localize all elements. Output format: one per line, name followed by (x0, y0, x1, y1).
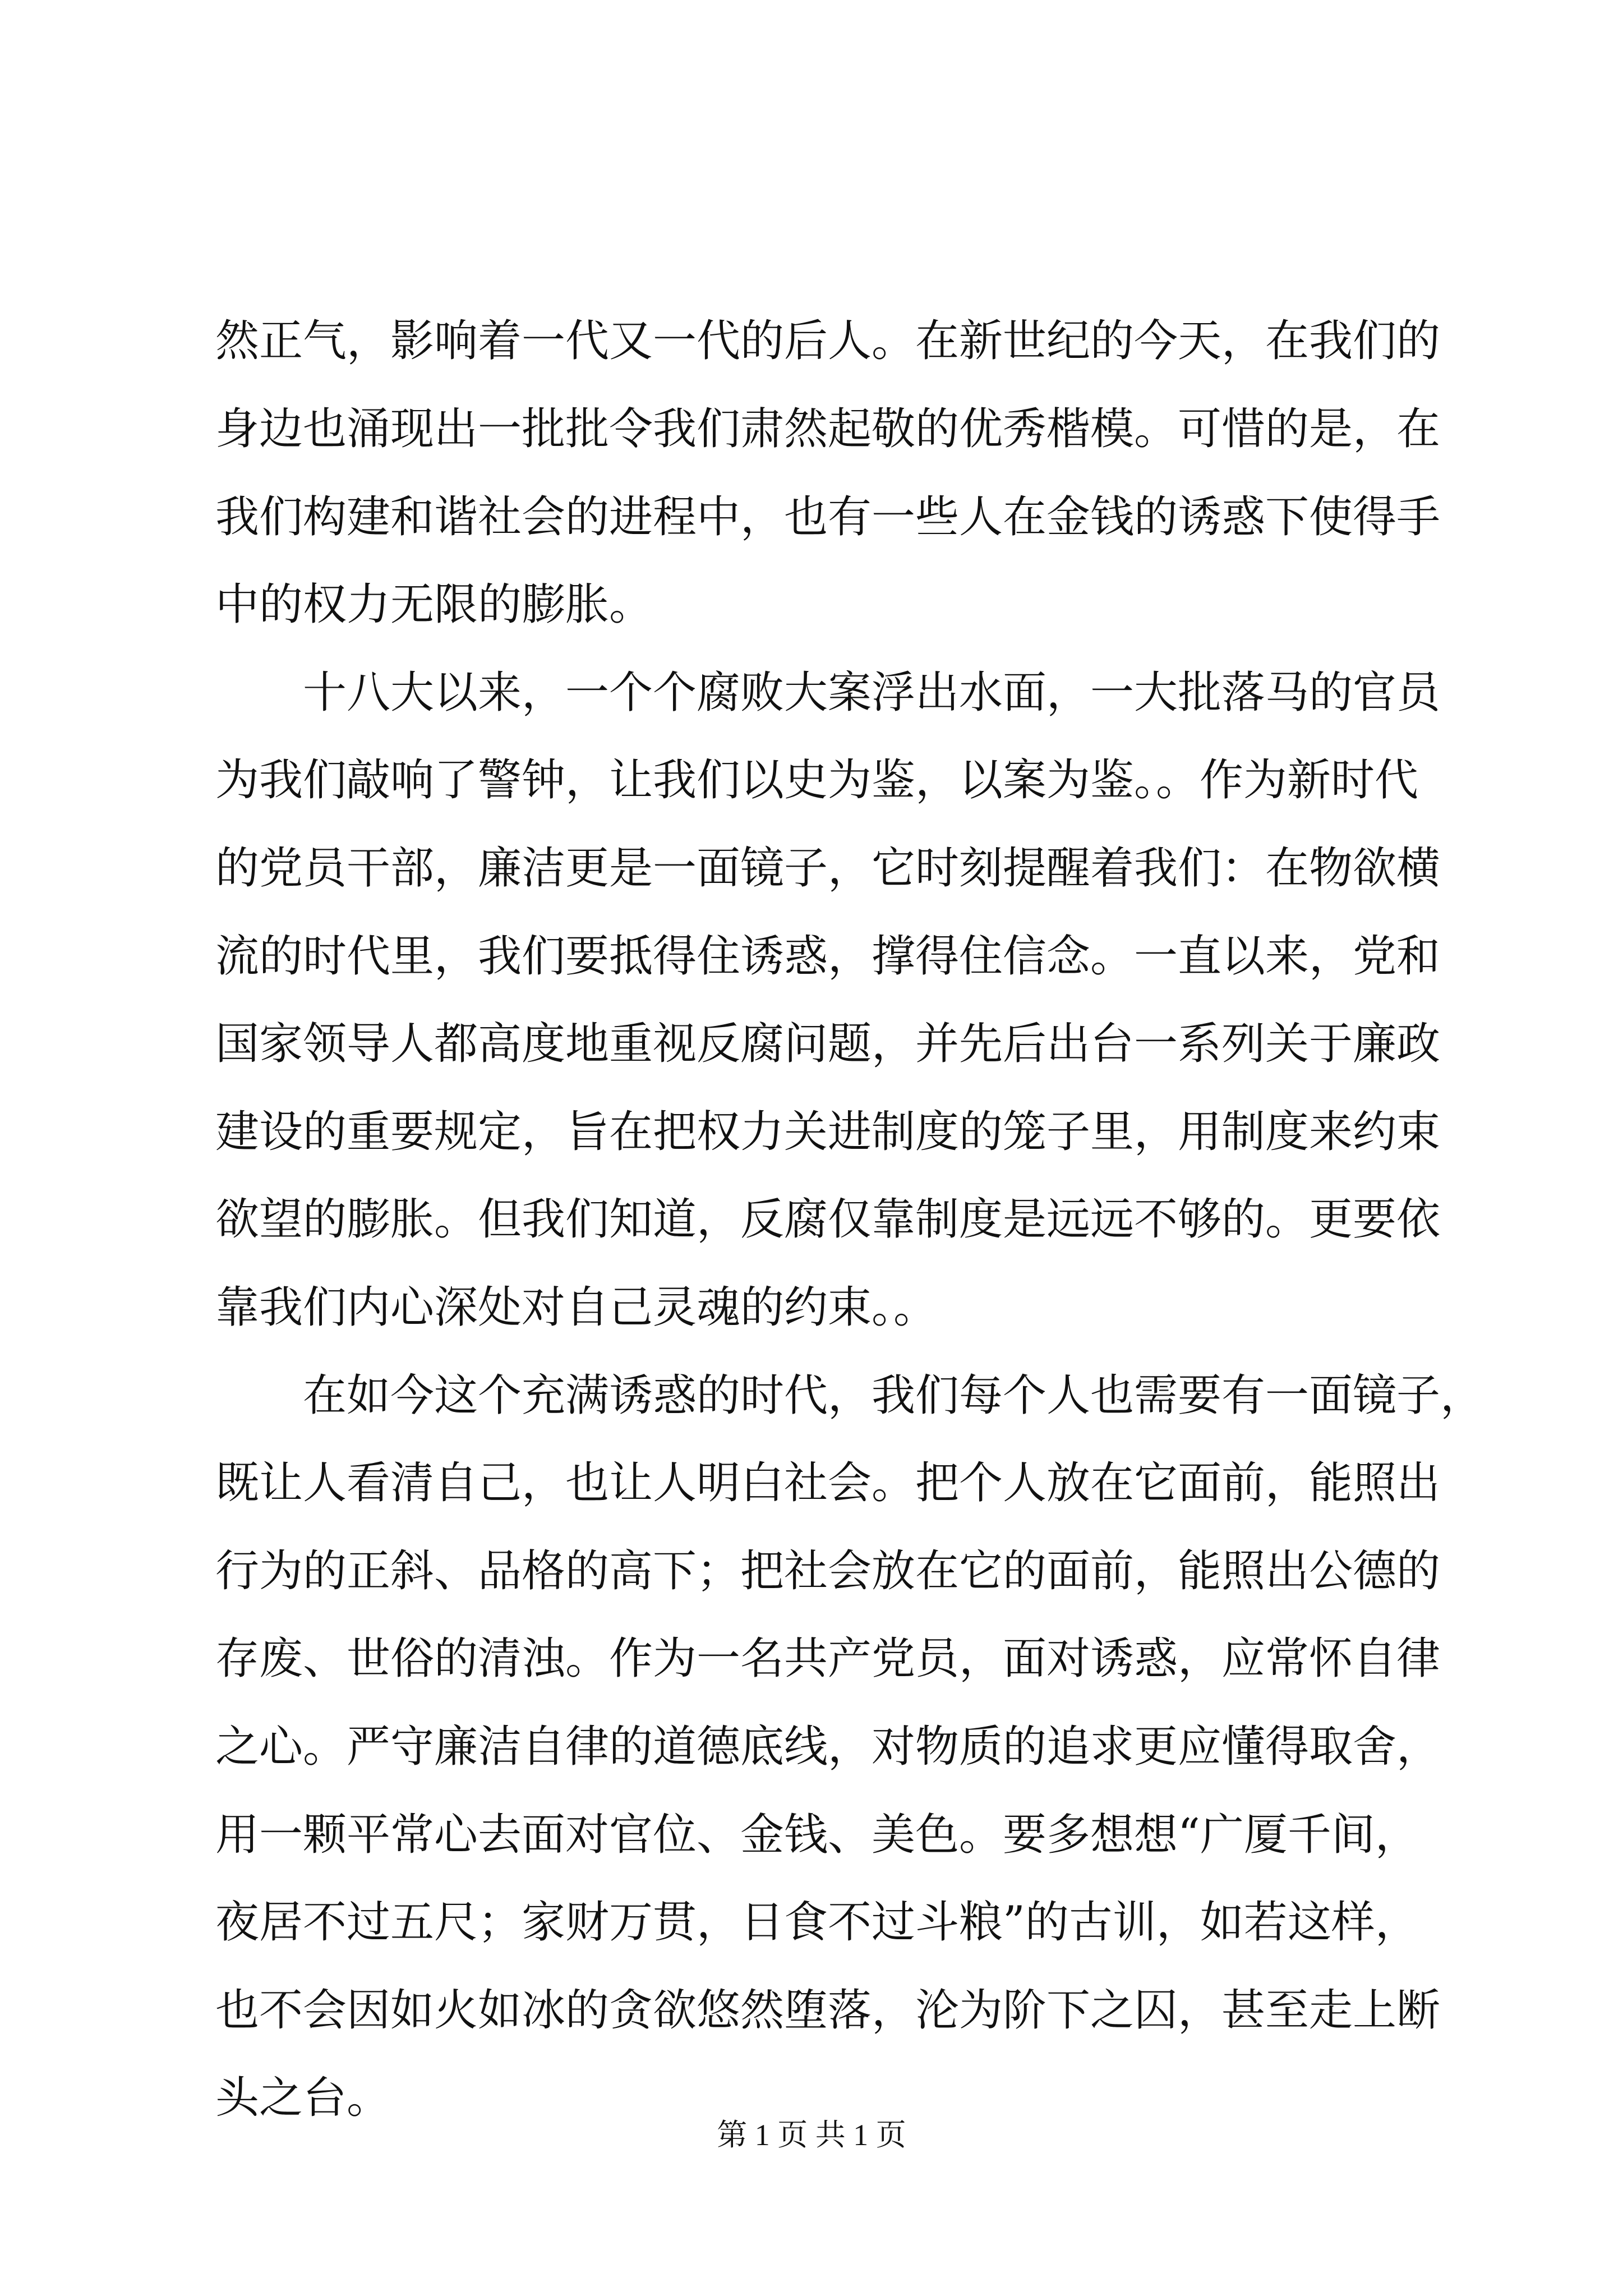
text-line: 行为的正斜、品格的高下；把社会放在它的面前，能照出公德的 (215, 1546, 1441, 1596)
text-line: 国家领导人都高度地重视反腐问题，并先后出台一系列关于廉政 (215, 1019, 1441, 1069)
text-line: 在如今这个充满诱惑的时代，我们每个人也需要有一面镜子， (215, 1370, 1484, 1421)
text-line: 建设的重要规定，旨在把权力关进制度的笼子里，用制度来约束 (215, 1107, 1441, 1157)
text-line: 的党员干部，廉洁更是一面镜子，它时刻提醒着我们：在物欲横 (215, 843, 1441, 894)
text-line: 既让人看清自己，也让人明白社会。把个人放在它面前，能照出 (215, 1458, 1441, 1508)
text-line: 头之台。 (215, 2073, 391, 2123)
text-line: 我们构建和谐社会的进程中，也有一些人在金钱的诱惑下使得手 (215, 492, 1441, 542)
text-line: 流的时代里，我们要抵得住诱惑，撑得住信念。一直以来，党和 (215, 931, 1441, 982)
text-line: 欲望的膨胀。但我们知道，反腐仅靠制度是远远不够的。更要依 (215, 1194, 1441, 1245)
text-line: 夜居不过五尺；家财万贯，日食不过斗粮”的古训，如若这样， (215, 1897, 1419, 1948)
text-line: 然正气，影响着一代又一代的后人。在新世纪的今天，在我们的 (215, 316, 1441, 366)
text-line: 也不会因如火如冰的贪欲悠然堕落，沦为阶下之囚，甚至走上断 (215, 1985, 1441, 2036)
text-line: 为我们敲响了警钟，让我们以史为鉴，以案为鉴。。作为新时代 (215, 755, 1419, 806)
text-line: 中的权力无限的膨胀。 (215, 579, 653, 630)
text-line: 之心。严守廉洁自律的道德底线，对物质的追求更应懂得取舍， (215, 1722, 1441, 1772)
text-line: 靠我们内心深处对自己灵魂的约束。。 (215, 1282, 938, 1333)
text-line: 存废、世俗的清浊。作为一名共产党员，面对诱惑，应常怀自律 (215, 1634, 1441, 1684)
page-number-footer: 第 1 页 共 1 页 (717, 2118, 906, 2152)
text-line: 身边也涌现出一批批令我们肃然起敬的优秀楷模。可惜的是，在 (215, 404, 1441, 454)
text-line: 十八大以来，一个个腐败大案浮出水面，一大批落马的官员 (215, 668, 1441, 718)
text-line: 用一颗平常心去面对官位、金钱、美色。要多想想“广厦千间， (215, 1810, 1419, 1860)
